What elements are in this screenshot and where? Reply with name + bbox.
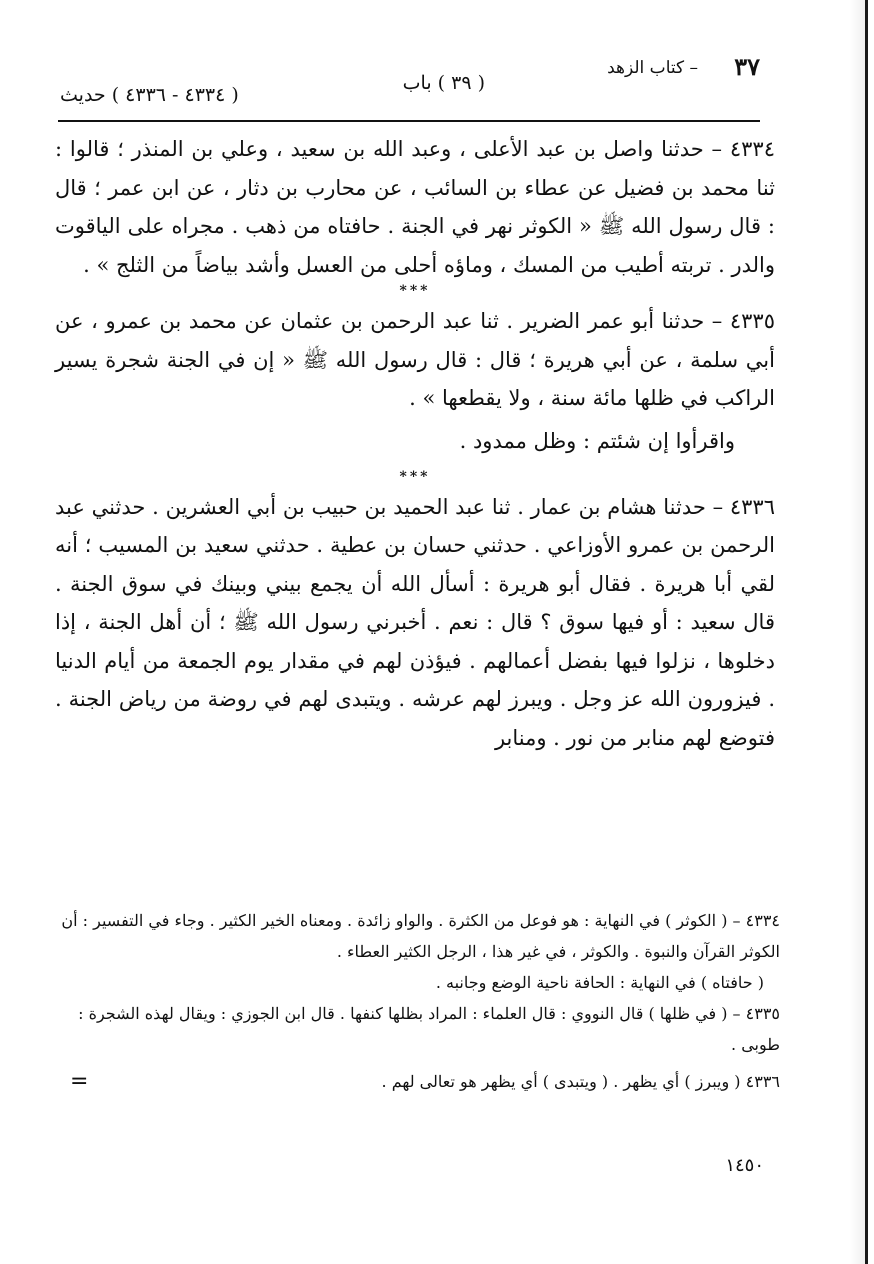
footnote-4336: ٤٣٣٦ ( ويبرز ) أي يظهر . ( ويتبدى ) أي يظهر هو تعالى لهم . (381, 1072, 780, 1091)
header-page-number: ٣٧ (734, 52, 760, 81)
header-hadith-range: ( ٤٣٣٤ - ٤٣٣٦ ) حديث (60, 84, 239, 106)
footnote-4334: ٤٣٣٤ – ( الكوثر ) في النهاية : هو فوعل من الكثرة . والواو زائدة . ومعناه الخير الكثير . وجاء في التفسير : أن الكوثر القرآن والنبوة . والكوثر ، في غير هذا ، الرجل الكثير العطاء . (61, 911, 780, 961)
header-chapter: ( ٣٩ ) باب (402, 72, 485, 94)
separator-stars: *** (399, 468, 431, 485)
main-text (55, 130, 775, 757)
page-header (60, 52, 760, 112)
scan-shadow (849, 0, 865, 1264)
hadith-4335: ٤٣٣٥ – حدثنا أبو عمر الضرير . ثنا عبد الرحمن بن عثمان عن محمد بن عمرو ، عن أبي سلمة ، عن أبي هريرة ؛ قال : قال رسول الله ﷺ « إن في الجنة شجرة يسير الراكب في ظلها مائة سنة ، ولا يقطعها » . (55, 309, 775, 410)
header-book-title: – كتاب الزهد (607, 58, 698, 78)
separator-stars: *** (399, 283, 431, 299)
header-rule (58, 120, 760, 122)
footnote-4335: ٤٣٣٥ – ( في ظلها ) قال النووي : قال العلماء : المراد بظلها كنفها . قال ابن الجوزي : ويقال لهذه الشجرة : طوبى . (78, 1004, 780, 1054)
quran-verse: واقرأوا إن شئتم : وظل ممدود . (459, 428, 735, 453)
footnote-4334-hafatah: ( حافتاه ) في النهاية : الحافة ناحية الوضع وجانبه . (435, 973, 764, 992)
hadith-4336: ٤٣٣٦ – حدثنا هشام بن عمار . ثنا عبد الحميد بن حبيب بن أبي العشرين . حدثني عبد الرحمن بن عمرو الأوزاعي . حدثني حسان بن عطية . حدثني سعيد بن المسيب ؛ أنه لقي أبا هريرة . فقال أبو هريرة : أسأل الله أن يجمع بيني وبينك في سوق الجنة . قال سعيد : أو فيها سوق ؟ قال : نعم . أخبرني رسول الله ﷺ ؛ أن أهل الجنة ، إذا دخلوها ، نزلوا فيها بفضل أعمالهم . فيؤذن لهم في مقدار يوم الجمعة من أيام الدنيا . فيزورون الله عز وجل . ويبرز لهم عرشه . ويتبدى لهم في روضة من رياض الجنة . فتوضع لهم منابر من نور . ومنابر (55, 494, 775, 750)
hadith-4334: ٤٣٣٤ – حدثنا واصل بن عبد الأعلى ، وعبد الله بن سعيد ، وعلي بن المنذر ؛ قالوا : ثنا محمد بن فضيل عن عطاء بن السائب ، عن محارب بن دثار ، عن ابن عمر ؛ قال : قال رسول الله ﷺ « الكوثر نهر في الجنة . حافتاه من ذهب . مجراه على الياقوت والدر . تربته أطيب من المسك ، وماؤه أحلى من العسل وأشد بياضاً من الثلج » . (55, 137, 775, 277)
footer-page-number: ١٤٥٠ (725, 1155, 764, 1176)
page-edge-line (865, 0, 868, 1264)
end-mark: = (70, 1069, 89, 1094)
footnotes (60, 905, 780, 1097)
footnote-4336-row (60, 1066, 780, 1097)
